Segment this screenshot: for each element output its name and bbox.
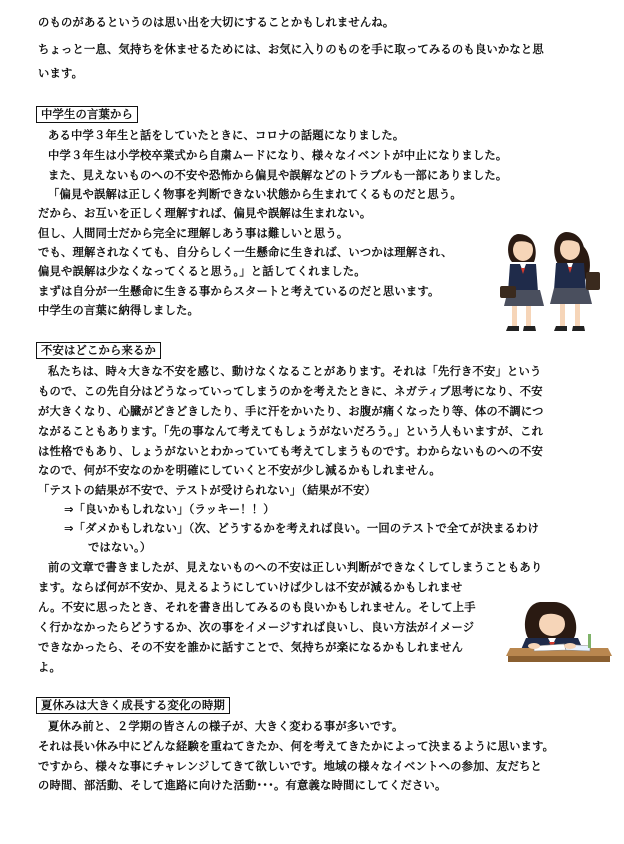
section-heading-junior-high-words: 中学生の言葉から	[36, 106, 138, 123]
student-left-figure	[500, 234, 544, 331]
student-right-figure	[550, 232, 600, 331]
section3-line-2: それは長い休み中にどんな経験を重ねてきたか、何を考えてきたかによって決まるように思います。	[38, 740, 555, 753]
section2-line-8: ⇒「良いかもしれない」（ラッキー！！）	[64, 503, 275, 516]
section-heading-summer-vacation: 夏休みは大きく成長する変化の時期	[36, 697, 230, 714]
section2-line-1: 私たちは、時々大きな不安を感じ、動けなくなることがあります。それは「先行き不安」という	[48, 365, 542, 378]
section1-line-9: まずは自分が一生懸命に生きる事からスタートと考えているのだと思います。	[38, 285, 440, 298]
student-studying-illustration	[504, 598, 614, 664]
section2-line-10: ではない。）	[88, 541, 152, 554]
section2-line-12: ます。ならば何が不安か、見えるようにしていけば少しは不安が減るかもしれませ	[38, 581, 463, 594]
section1-line-10: 中学生の言葉に納得しました。	[38, 304, 199, 317]
section-heading-where-anxiety-comes-from: 不安はどこから来るか	[36, 342, 161, 359]
section2-line-6: なので、何が不安なのかを明確にしていくと不安が少し減るかもしれません。	[38, 464, 441, 477]
section2-line-11: 前の文章で書きましたが、見えないものへの不安は正しい判断ができなくしてしまうこともあり	[48, 561, 543, 574]
section2-line-13: ん。不安に思ったとき、それを書き出してみるのも良いかもしれません。そして上手	[38, 601, 476, 614]
section2-line-3: が大きくなり、心臓がどきどきしたり、手に汗をかいたり、お腹が痛くなったり等、体の不調につ	[38, 405, 544, 418]
section1-line-3: また、見えないものへの不安や恐怖から偏見や誤解などのトラブルも一部にありました。	[48, 169, 508, 182]
intro-line-2: ちょっと一息、気持ちを休ませるためには、お気に入りのものを手に取ってみるのも良いかなと思	[38, 43, 544, 56]
section1-line-6: 但し、人間同士だから完全に理解しあう事は難しいと思う。	[38, 227, 349, 240]
section2-line-15: できなかったら、その不安を誰かに話すことで、気持ちが楽になるかもしれません	[38, 641, 464, 654]
section3-line-3: ですから、様々な事にチャレンジしてきて欲しいです。地域の様々なイベントへの参加、友だちと	[38, 760, 543, 773]
section1-line-7: でも、理解されなくても、自分らしく一生懸命に生きれば、いつかは理解され、	[38, 246, 453, 259]
section2-line-4: ながることもあります。「先の事なんて考えてもしょうがないだろう。」という人もいますが、これ	[38, 425, 544, 438]
section2-line-16: よ。	[38, 661, 61, 674]
section1-line-2: 中学３年生は小学校卒業式から自粛ムードになり、様々なイベントが中止になりました。	[48, 149, 508, 162]
section1-line-4: 「偏見や誤解は正しく物事を判断できない状態から生まれてくるものだと思う。	[48, 188, 462, 201]
intro-line-3: います。	[38, 67, 84, 80]
section2-line-14: く行かなかったらどうするか、次の事をイメージすれば良いし、良い方法がイメージ	[38, 621, 475, 634]
section1-line-5: だから、お互いを正しく理解すれば、偏見や誤解は生まれない。	[38, 207, 372, 220]
section1-line-8: 偏見や誤解は少なくなってくると思う。」と話してくれました。	[38, 265, 366, 278]
section1-line-1: ある中学３年生と話をしていたときに、コロナの話題になりました。	[48, 129, 405, 142]
section2-line-7: 「テストの結果が不安で、テストが受けられない」（結果が不安）	[38, 484, 377, 497]
students-walking-illustration	[500, 228, 610, 336]
section3-line-4: の時間、部活動、そして進路に向けた活動･･･。有意義な時間にしてください。	[38, 779, 447, 792]
section2-line-2: もので、この先自分はどうなっていってしまうのかを考えたときに、ネガティブ思考になり、不安	[38, 385, 543, 398]
section2-line-5: は性格でもあり、しょうがないとわかっていても考えてしまうものです。わからないものへの不安	[38, 445, 543, 458]
section3-line-1: 夏休み前と、２学期の皆さんの様子が、大きく変わる事が多いです。	[48, 720, 404, 733]
section2-line-9: ⇒「ダメかもしれない」（次、どうするかを考えれば良い。一回のテストで全てが決まるわけ	[64, 522, 539, 535]
intro-line-1: のものがあるというのは思い出を大切にすることかもしれませんね。	[38, 16, 395, 29]
